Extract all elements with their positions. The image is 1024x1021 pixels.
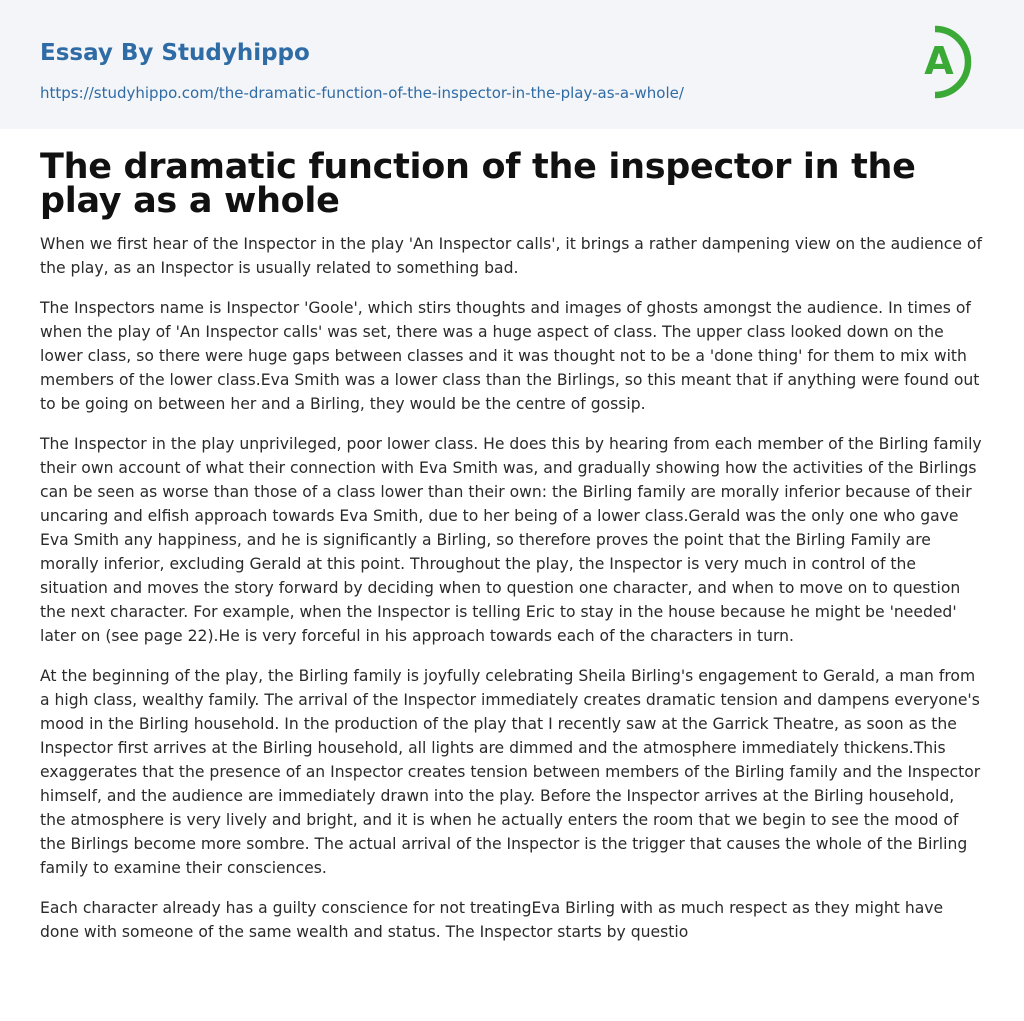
studyhippo-logo-icon[interactable]: [912, 19, 986, 105]
essay-title: The dramatic function of the inspector in the play as a whole: [40, 147, 916, 221]
site-brand[interactable]: Essay By Studyhippo: [40, 40, 310, 66]
essay-paragraph: The Inspector in the play unprivileged, poor lower class. He does this by hearing from each member of the Birling family their own account of what their connection with Eva Smith was, and gradually showing how the activities of the Birlings can be seen as worse than those of a class lower than their own: the Birling family are morally inferior because of their uncaring and elfish approach towards Eva Smith, due to her being of a lower class.Gerald was the only one who gave Eva Smith any happiness, and he is significantly a Birling, so therefore proves the point that the Birling Family are morally inferior, excluding Gerald at this point. Throughout the play, the Inspector is very much in control of the situation and moves the story forward by deciding when to question one character, and when to move on to question the next character. For example, when the Inspector is telling Eric to stay in the house because he might be 'needed' later on (see page 22).He is very forceful in his approach towards each of the characters in turn.: [40, 435, 982, 645]
essay-paragraph: At the beginning of the play, the Birling family is joyfully celebrating Sheila Birling's engagement to Gerald, a man from a high class, wealthy family. The arrival of the Inspector immediately creates dramatic tension and dampens everyone's mood in the Birling household. In the production of the play that I recently saw at the Garrick Theatre, as soon as the Inspector first arrives at the Birling household, all lights are dimmed and the atmosphere immediately thickens.This exaggerates that the presence of an Inspector creates tension between members of the Birling family and the Inspector himself, and the audience are immediately drawn into the play. Before the Inspector arrives at the Birling household, the atmosphere is very lively and bright, and it is when he actually enters the room that we begin to see the mood of the Birlings become more sombre. The actual arrival of the Inspector is the trigger that causes the whole of the Birling family to examine their consciences.: [40, 667, 981, 877]
site-header: [0, 0, 1024, 129]
logo-letter: A: [924, 39, 954, 83]
essay-paragraph: Each character already has a guilty conscience for not treatingEva Birling with as much respect as they might have done with someone of the same wealth and status. The Inspector starts by questio: [40, 899, 944, 941]
essay-content: [0, 147, 1024, 944]
essay-url-link[interactable]: https://studyhippo.com/the-dramatic-function-of-the-inspector-in-the-play-as-a-whole/: [40, 84, 684, 102]
essay-paragraph: When we first hear of the Inspector in the play 'An Inspector calls', it brings a rather dampening view on the audience of the play, as an Inspector is usually related to something bad.: [40, 235, 982, 277]
essay-paragraph: The Inspectors name is Inspector 'Goole', which stirs thoughts and images of ghosts amongst the audience. In times of when the play of 'An Inspector calls' was set, there was a huge aspect of class. The upper class looked down on the lower class, so there were huge gaps between classes and it was thought not to be a 'done thing' for them to mix with members of the lower class.Eva Smith was a lower class than the Birlings, so this meant that if anything were found out to be going on between her and a Birling, they would be the centre of gossip.: [40, 299, 980, 413]
